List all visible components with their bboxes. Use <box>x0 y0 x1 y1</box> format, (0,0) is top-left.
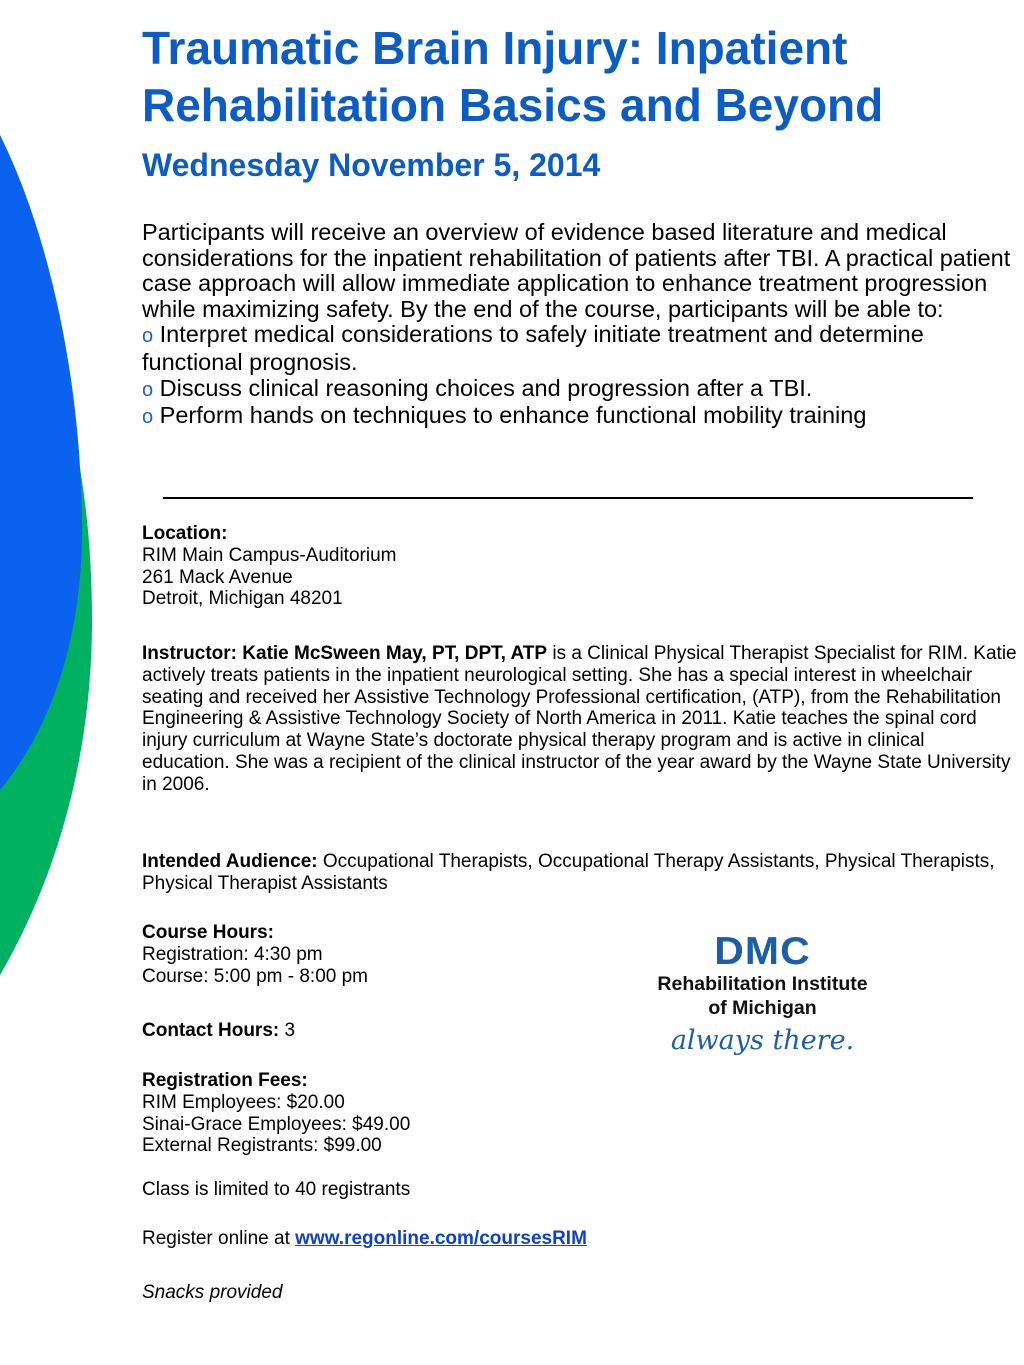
logo-tagline: always there. <box>670 1025 855 1056</box>
fees-section <box>142 1070 1017 1157</box>
overview-paragraph: Participants will receive an overview of evidence based literature and medical considerations for the inpatient rehabilitation of patients after TBI. A practical patient case approach will allow immediate application to enhance treatment progression while maximizing safety. By the end of the course, participants will be able to: <box>142 219 1011 322</box>
logo-line-2: of Michigan <box>708 997 817 1019</box>
section-divider <box>163 497 973 499</box>
instructor-label: Instructor: Katie McSween May, PT, DPT, ATP <box>142 643 548 664</box>
page-title: Traumatic Brain Injury: Inpatient Rehabilitation Basics and Beyond <box>142 22 884 131</box>
circle-bullet-icon: o <box>142 406 154 429</box>
fee-line: RIM Employees: $20.00 <box>142 1091 345 1113</box>
register-line <box>142 1228 1017 1250</box>
registration-time: Registration: 4:30 pm <box>142 943 323 965</box>
logo-line-1: Rehabilitation Institute <box>657 973 868 995</box>
contact-hours-value: 3 <box>279 1020 296 1041</box>
decorative-side-shapes <box>0 0 130 1000</box>
circle-bullet-icon: o <box>142 325 154 348</box>
fee-line: Sinai-Grace Employees: $49.00 <box>142 1113 411 1135</box>
register-prefix: Register online at <box>142 1228 296 1249</box>
circle-bullet-icon: o <box>142 378 154 401</box>
audience-text: Occupational Therapists, Occupational Therapy Assistants, Physical Therapists, Physical Therapist Assistants <box>142 851 995 894</box>
location-line: Detroit, Michigan 48201 <box>142 588 343 610</box>
objectives-list <box>142 322 1017 430</box>
registration-link[interactable]: www.regonline.com/coursesRIM <box>295 1228 587 1249</box>
location-line: 261 Mack Avenue <box>142 566 293 588</box>
course-hours-label: Course Hours: <box>142 922 274 943</box>
event-date: Wednesday November 5, 2014 <box>142 147 601 183</box>
objective-item: o Discuss clinical reasoning choices and progression after a TBI. <box>142 374 813 401</box>
course-overview <box>142 220 1017 431</box>
dmc-logo-wordmark: DMC <box>714 930 811 973</box>
audience-section <box>142 851 1017 895</box>
dmc-rim-logo <box>620 932 905 1082</box>
location-label: Location: <box>142 523 228 544</box>
instructor-bio: is a Clinical Physical Therapist Specialist for RIM. Katie actively treats patients in the inpatient neurological setting. She has a special interest in wheelchair seating and received her Assistive Technology Professional certification, (ATP), from the Rehabilitation Engineering & Assistive Technology Society of North America in 2011. Katie teaches the spinal cord injury curriculum at Wayne State’s doctorate physical therapy program and is active in clinical education. She was a recipient of the clinical instructor of the year award by the Wayne State University in 2006. <box>142 643 1017 795</box>
objective-item: o Perform hands on techniques to enhance functional mobility training <box>142 402 867 429</box>
fees-label: Registration Fees: <box>142 1070 308 1091</box>
objective-item: o Interpret medical considerations to safely initiate treatment and determine functional prognosis. <box>142 321 924 375</box>
contact-hours-label: Contact Hours: <box>142 1020 280 1041</box>
audience-label: Intended Audience: <box>142 851 318 872</box>
fee-line: External Registrants: $99.00 <box>142 1135 382 1157</box>
course-time: Course: 5:00 pm - 8:00 pm <box>142 965 368 987</box>
snacks-note: Snacks provided <box>142 1282 283 1303</box>
location-line: RIM Main Campus-Auditorium <box>142 544 397 566</box>
class-limit: Class is limited to 40 registrants <box>142 1179 411 1200</box>
instructor-section <box>142 643 1017 796</box>
location-section <box>142 523 1017 610</box>
